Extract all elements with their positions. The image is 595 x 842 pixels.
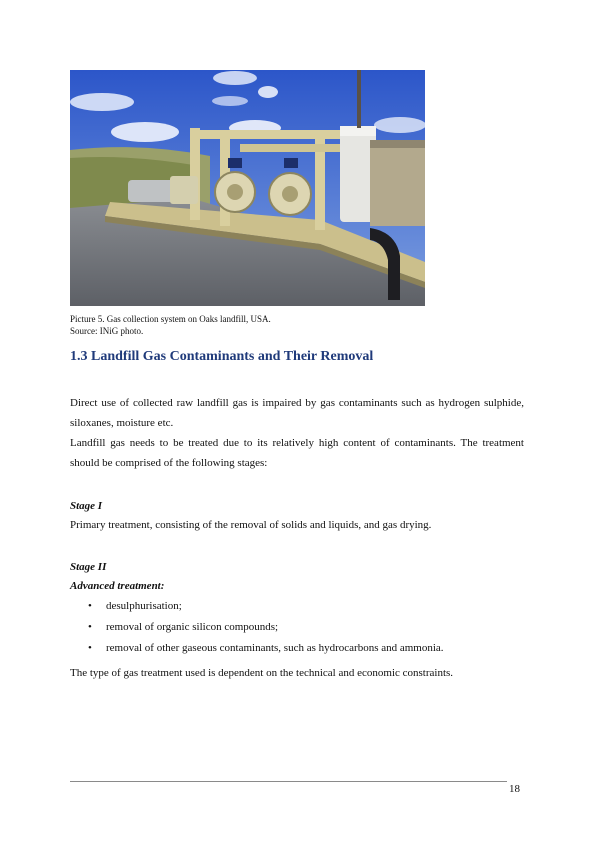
list-item-text: desulphurisation; <box>106 600 182 612</box>
list-item <box>70 596 444 617</box>
footer-divider <box>70 781 507 782</box>
bullet-icon: • <box>88 642 92 654</box>
list-item <box>70 617 444 638</box>
list-item <box>70 638 444 659</box>
stage-2-subtitle: Advanced treatment: <box>70 580 165 592</box>
figure-caption <box>70 313 271 337</box>
treatment-bullet-list <box>70 596 444 659</box>
stage-1-text: Primary treatment, consisting of the removal of solids and liquids, and gas drying. <box>70 519 432 531</box>
intro-paragraph-2: Landfill gas needs to be treated due to its relatively high content of contaminants. The treatment should be comprised of the following stages: <box>70 437 524 469</box>
bullet-icon: • <box>88 621 92 633</box>
bullet-icon: • <box>88 600 92 612</box>
list-item-text: removal of organic silicon compounds; <box>106 621 279 633</box>
section-heading: 1.3 Landfill Gas Contaminants and Their Removal <box>70 349 374 364</box>
intro-paragraph-1: Direct use of collected raw landfill gas is impaired by gas contaminants such as hydrogen sulphide, siloxanes, moisture etc. <box>70 397 524 429</box>
closing-paragraph: The type of gas treatment used is dependent on the technical and economic constraints. <box>70 667 454 679</box>
gas-collection-photo <box>70 70 425 306</box>
page-number: 18 <box>509 783 520 795</box>
caption-title: Picture 5. Gas collection system on Oaks landfill, USA. <box>70 314 271 324</box>
list-item-text: removal of other gaseous contaminants, such as hydrocarbons and ammonia. <box>106 642 444 654</box>
stage-1-title: Stage I <box>70 500 103 512</box>
caption-source: Source: INiG photo. <box>70 326 144 336</box>
stage-2-title: Stage II <box>70 561 107 573</box>
